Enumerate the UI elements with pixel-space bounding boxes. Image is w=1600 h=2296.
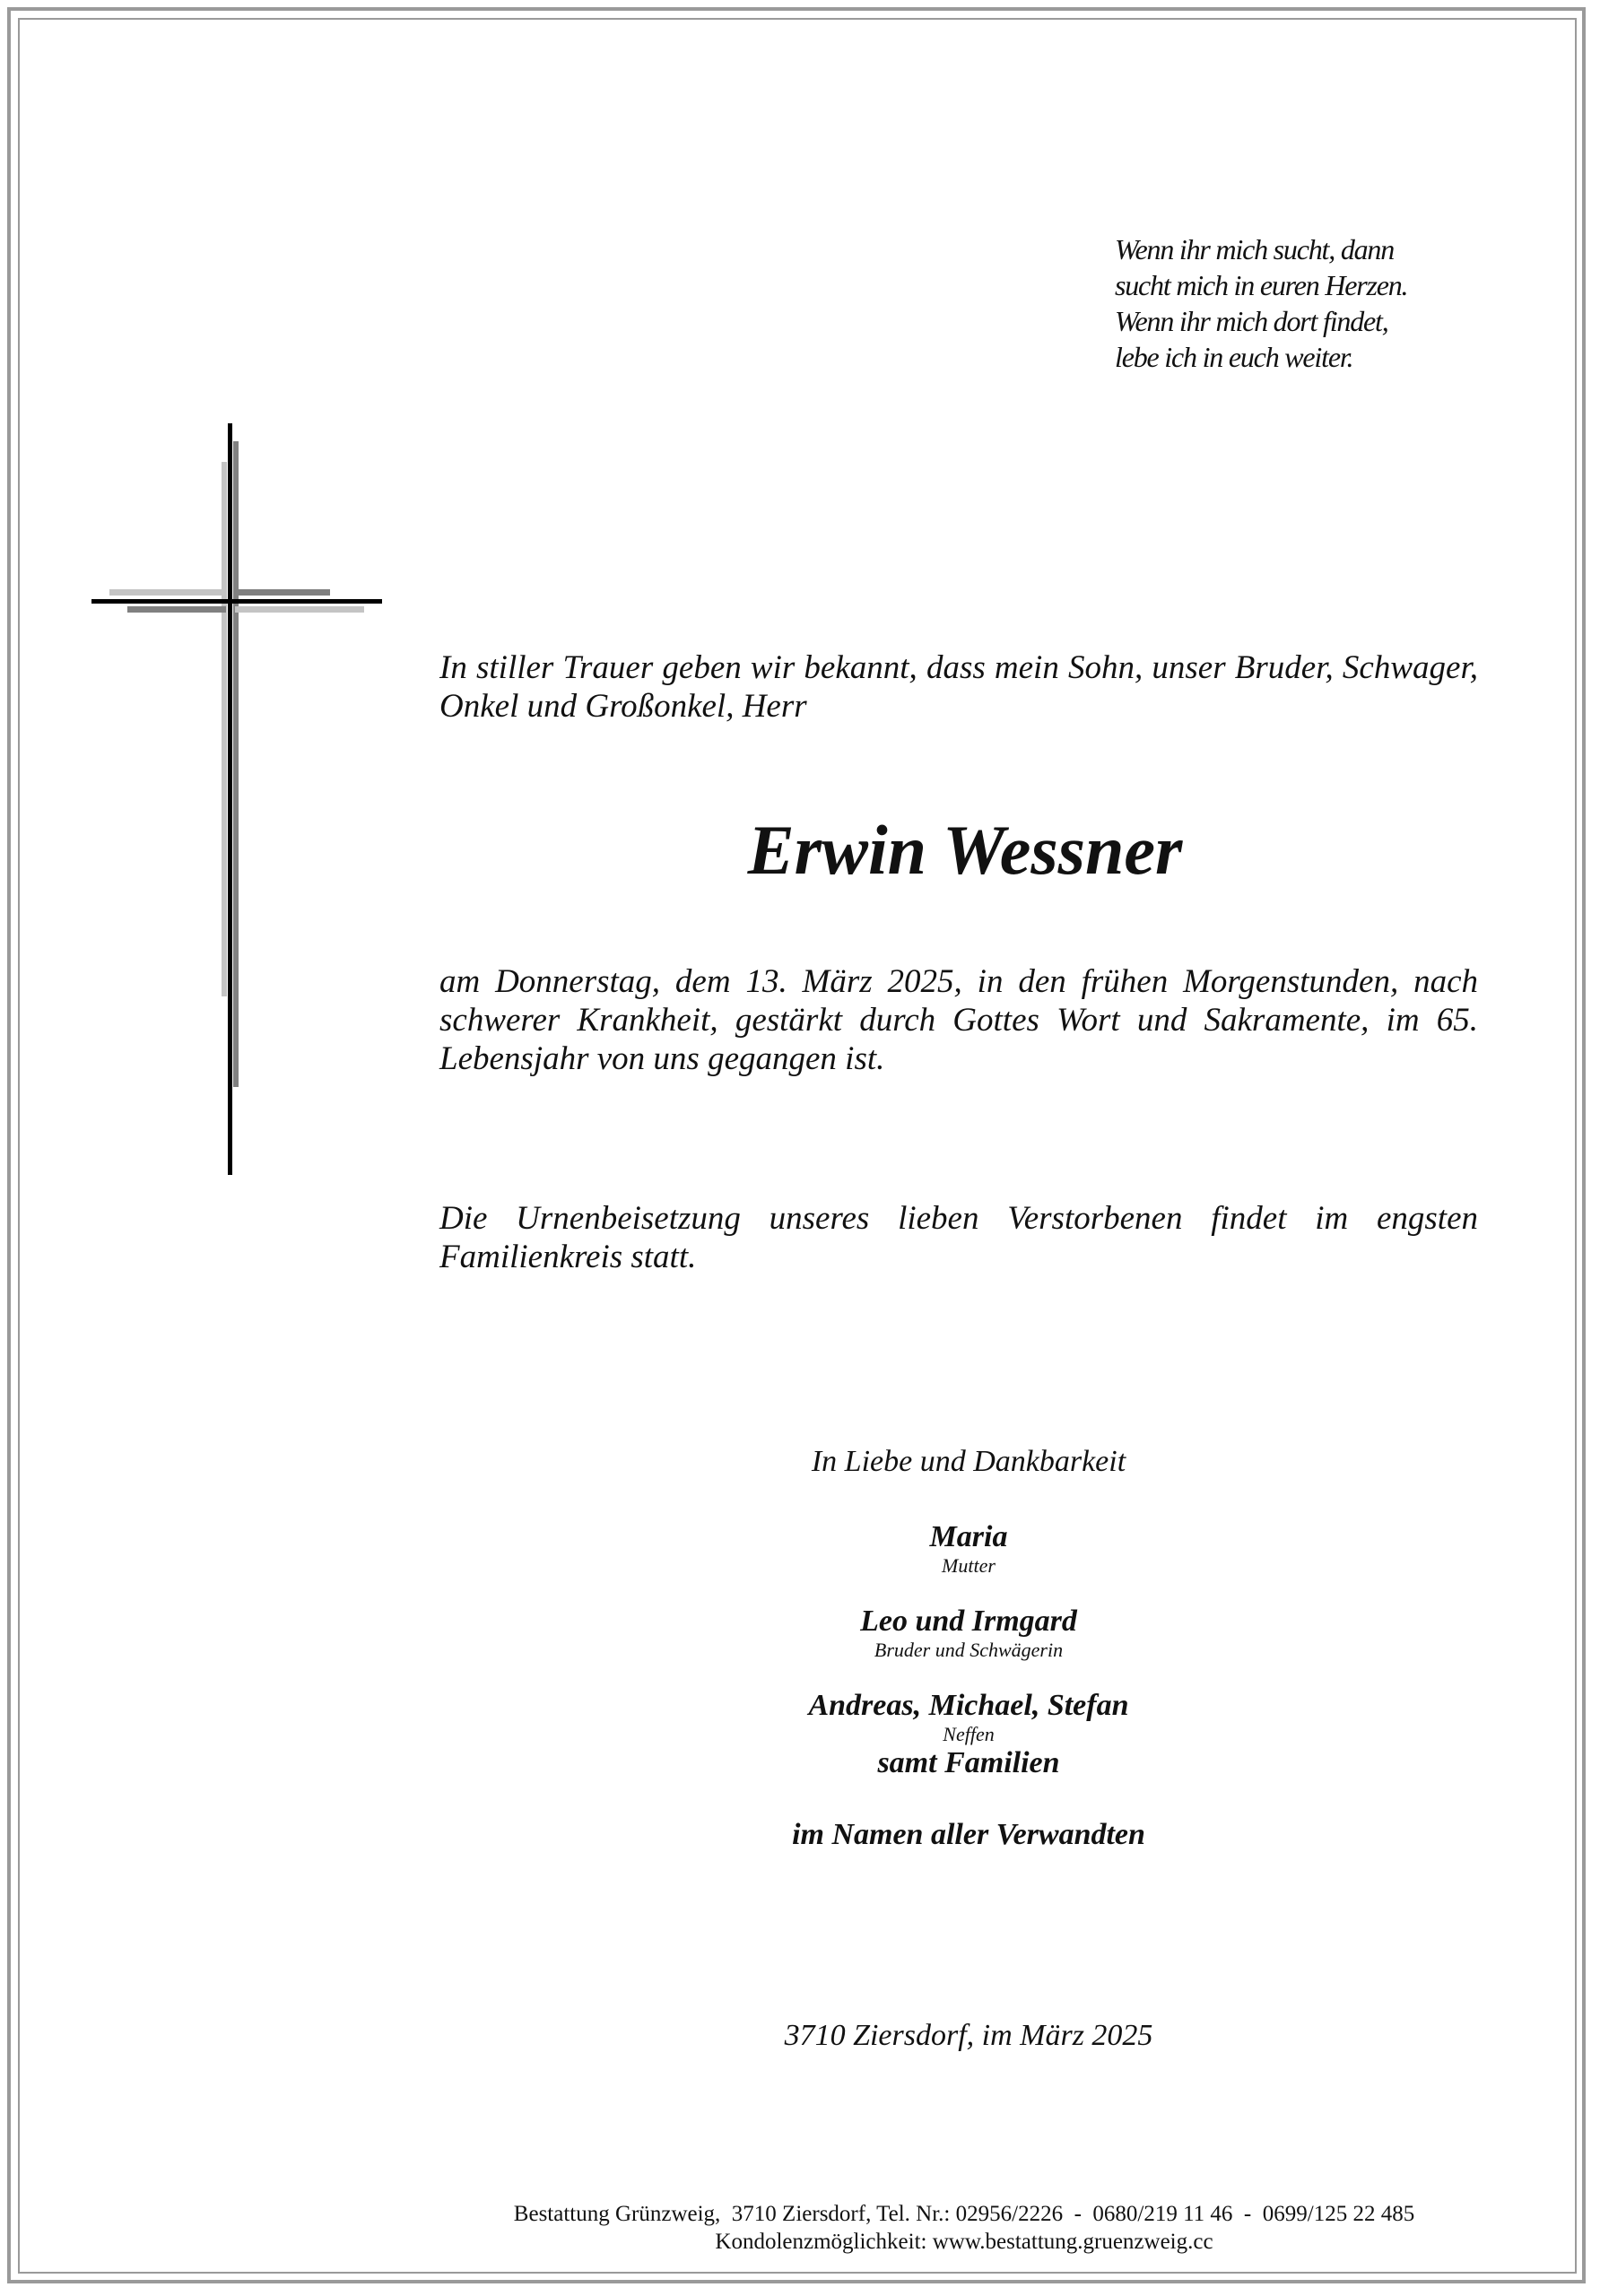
- motto-line: sucht mich in euren Herzen.: [1115, 269, 1408, 301]
- with-families: samt Familien: [877, 1746, 1060, 1779]
- deceased-name: Erwin Wessner: [747, 811, 1183, 889]
- funeral-home-footer: [395, 2200, 1534, 2256]
- on-behalf-of-relatives: im Namen aller Verwandten: [792, 1818, 1145, 1851]
- mourners-intro: In Liebe und Dankbarkeit: [811, 1445, 1126, 1478]
- condolence-website: Kondolenzmöglichkeit: www.bestattung.gruenzweig.cc: [715, 2230, 1213, 2254]
- cross-vertical-beam: [228, 423, 232, 1175]
- cross-horizontal-beam: [91, 599, 382, 604]
- family-member-relation: Bruder und Schwägerin: [874, 1639, 1064, 1661]
- family-member-relation: Mutter: [942, 1554, 996, 1577]
- death-details: am Donnerstag, dem 13. März 2025, in den frühen Morgenstunden, nach schwerer Krankheit, gestärkt durch Gottes Wort und Sakramente, im 65. Lebensjahr von uns gegangen ist.: [439, 963, 1478, 1077]
- cross-shadow-horizontal-light: [109, 589, 226, 596]
- motto-line: lebe ich in euch weiter.: [1115, 341, 1353, 373]
- cross-shadow-horizontal-light-low: [235, 606, 364, 613]
- mourners-block: [646, 1444, 1291, 1853]
- motto-line: Wenn ihr mich dort findet,: [1115, 305, 1388, 337]
- cross-shadow-horizontal-dark: [235, 589, 330, 596]
- family-member-name: Andreas, Michael, Stefan: [808, 1689, 1129, 1722]
- cross-shadow-horizontal-dark-low: [127, 606, 226, 613]
- funeral-home-contact: Bestattung Grünzweig, 3710 Ziersdorf, Tel. Nr.: 02956/2226 - 0680/219 11 46 - 0699/125 22 485: [513, 2202, 1415, 2226]
- motto-line: Wenn ihr mich sucht, dann: [1115, 233, 1395, 265]
- family-member-name: Leo und Irmgard: [860, 1605, 1077, 1638]
- place-and-date: 3710 Ziersdorf, im März 2025: [784, 2019, 1153, 2052]
- family-member-relation: Neffen: [943, 1723, 995, 1745]
- announcement-intro: In stiller Trauer geben wir bekannt, dass mein Sohn, unser Bruder, Schwager, Onkel und Großonkel, Herr: [439, 649, 1478, 725]
- cross-shadow-vertical-dark: [233, 441, 239, 1087]
- burial-notice: Die Urnenbeisetzung unseres lieben Verstorbenen findet im engsten Familienkreis statt.: [439, 1200, 1478, 1275]
- cross-shadow-vertical-light: [222, 462, 227, 996]
- family-member-name: Maria: [929, 1520, 1008, 1553]
